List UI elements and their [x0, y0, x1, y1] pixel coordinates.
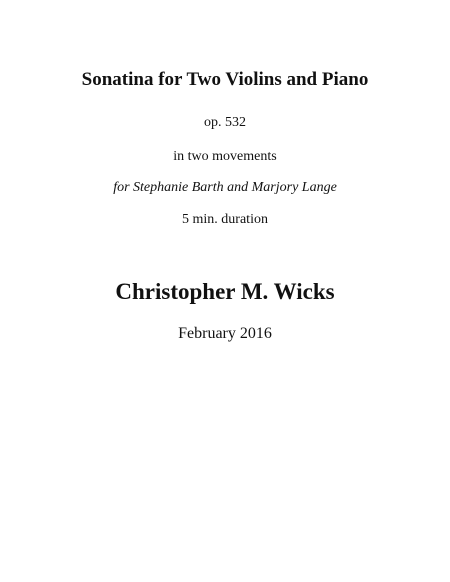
duration: 5 min. duration [182, 212, 268, 227]
dedication: for Stephanie Barth and Marjory Lange [113, 180, 337, 195]
composer-name: Christopher M. Wicks [115, 279, 335, 304]
composition-date: February 2016 [178, 325, 272, 342]
work-title: Sonatina for Two Violins and Piano [81, 69, 369, 90]
movements-note: in two movements [173, 149, 277, 164]
opus-number: op. 532 [204, 115, 246, 130]
